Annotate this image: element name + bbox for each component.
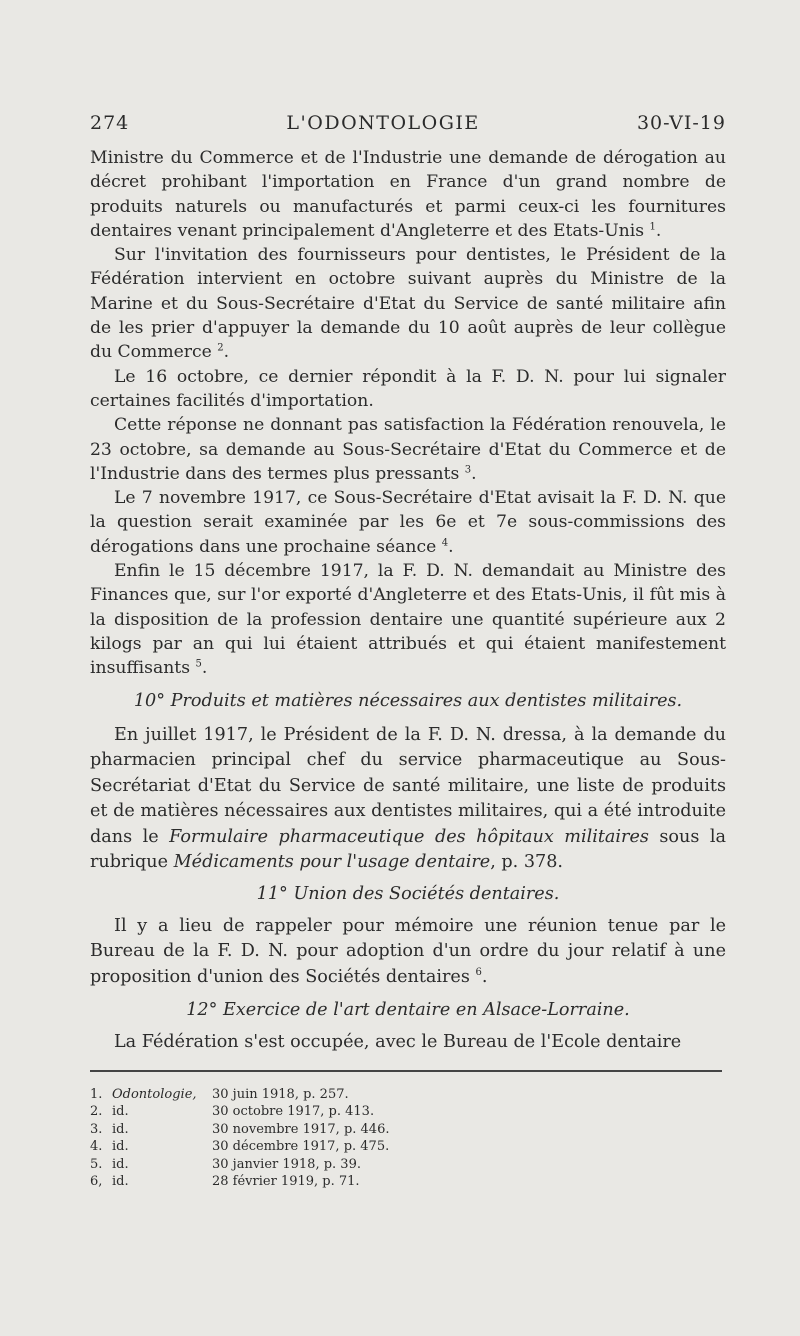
paragraph: Il y a lieu de rappeler pour mémoire une réunion tenue par le Bureau de la F. D. N. pour adoption d'un ordre du jour relatif à une proposition d'union des Sociétés dentaires $^6$. — [90, 915, 726, 987]
page — [90, 112, 726, 1191]
footnote-ref: 1 — [649, 221, 656, 233]
footnote: 3. id. 30 novembre 1917, p. 446. — [90, 1121, 390, 1137]
journal-title: L'ODONTOLOGIE — [286, 112, 480, 134]
footnote-divider — [90, 1070, 722, 1072]
footnote-ref: 6 — [475, 966, 482, 978]
paragraph: Enfin le 15 décembre 1917, la F. D. N. demandait au Ministre des Finances que, sur l'or exporté d'Angleterre et des Etats-Unis, il fût mis à la disposition de la profession dentaire une quantité supérieure aux 2 kilogs par an qui lui étaient attribués et qui étaient manifestement insuffisants $^5$. — [90, 561, 726, 679]
italic-title: Médicaments pour l'usage dentaire — [173, 852, 491, 873]
section-heading-12: 12° Exercice de l'art dentaire en Alsace-Lorraine. — [186, 1000, 630, 1021]
running-header — [90, 112, 726, 146]
footnote: 6, id. 28 février 1919, p. 71. — [90, 1174, 360, 1190]
footnote: 2. id. 30 octobre 1917, p. 413. — [90, 1104, 375, 1120]
paragraph: Cette réponse ne donnant pas satisfaction la Fédération renouvela, le 23 octobre, sa demande au Sous-Secrétaire d'Etat du Commerce et de l'Industrie dans des termes plus pressants $^3$. — [90, 415, 726, 484]
section-heading-10: 10° Produits et matières nécessaires aux dentistes militaires. — [133, 690, 683, 711]
paragraph: Sur l'invitation des fournisseurs pour dentistes, le Président de la Fédération intervient en octobre suivant auprès du Ministre de la Marine et du Sous-Secrétaire d'Etat du Service de santé militaire afin de les prier d'appuyer la demande du 10 août auprès de leur collègue du Commerce $^2$. — [90, 245, 726, 363]
issue-date: 30-VI-19 — [636, 112, 726, 134]
page-number: 274 — [90, 112, 130, 134]
paragraph: La Fédération s'est occupée, avec le Bureau de l'Ecole dentaire — [114, 1032, 682, 1053]
paragraph: Ministre du Commerce et de l'Industrie une demande de dérogation au décret prohibant l'importation en France d'un grand nombre de produits naturels ou manufacturés et parmi ceux-ci les fournitures dentaires venant principalement d'Angleterre et des Etats-Unis $^1$. — [90, 148, 726, 241]
body-text — [90, 146, 726, 1056]
section-heading-11: 11° Union des Sociétés dentaires. — [256, 883, 560, 904]
footnote-ref: 2 — [217, 342, 224, 354]
footnote: 5. id. 30 janvier 1918, p. 39. — [90, 1156, 361, 1172]
paragraph: Le 7 novembre 1917, ce Sous-Secrétaire d'Etat avisait la F. D. N. que la question serait examinée par les 6e et 7e sous-commissions des dérogations dans une prochaine séance $^4$. — [90, 488, 726, 557]
italic-title: Formulaire pharmaceutique des hôpitaux militaires — [169, 826, 649, 847]
footnote-ref: 3 — [464, 464, 472, 476]
footnote: 4. id. 30 décembre 1917, p. 475. — [90, 1139, 390, 1155]
paragraph: Le 16 octobre, ce dernier répondit à la F. D. N. pour lui signaler certaines facilités d'importation. — [90, 366, 726, 411]
paragraph: En juillet 1917, le Président de la F. D. N. dressa, à la demande du pharmacien principal chef du service pharmaceutique au Sous-Secrétariat d'Etat du Service de santé militaire, une liste de produits et de matières nécessaires aux dentistes militaires, qui a été introduite dans le Formulaire pharmaceutique des hôpitaux militaires sous la rubrique Médicaments pour l'usage dentaire, p. 378. — [90, 724, 726, 873]
footnote-ref: 4 — [441, 537, 449, 549]
footnotes — [90, 1086, 726, 1191]
footnote-ref: 5 — [195, 658, 202, 670]
footnote: 1. Odontologie, 30 juin 1918, p. 257. — [90, 1086, 349, 1102]
